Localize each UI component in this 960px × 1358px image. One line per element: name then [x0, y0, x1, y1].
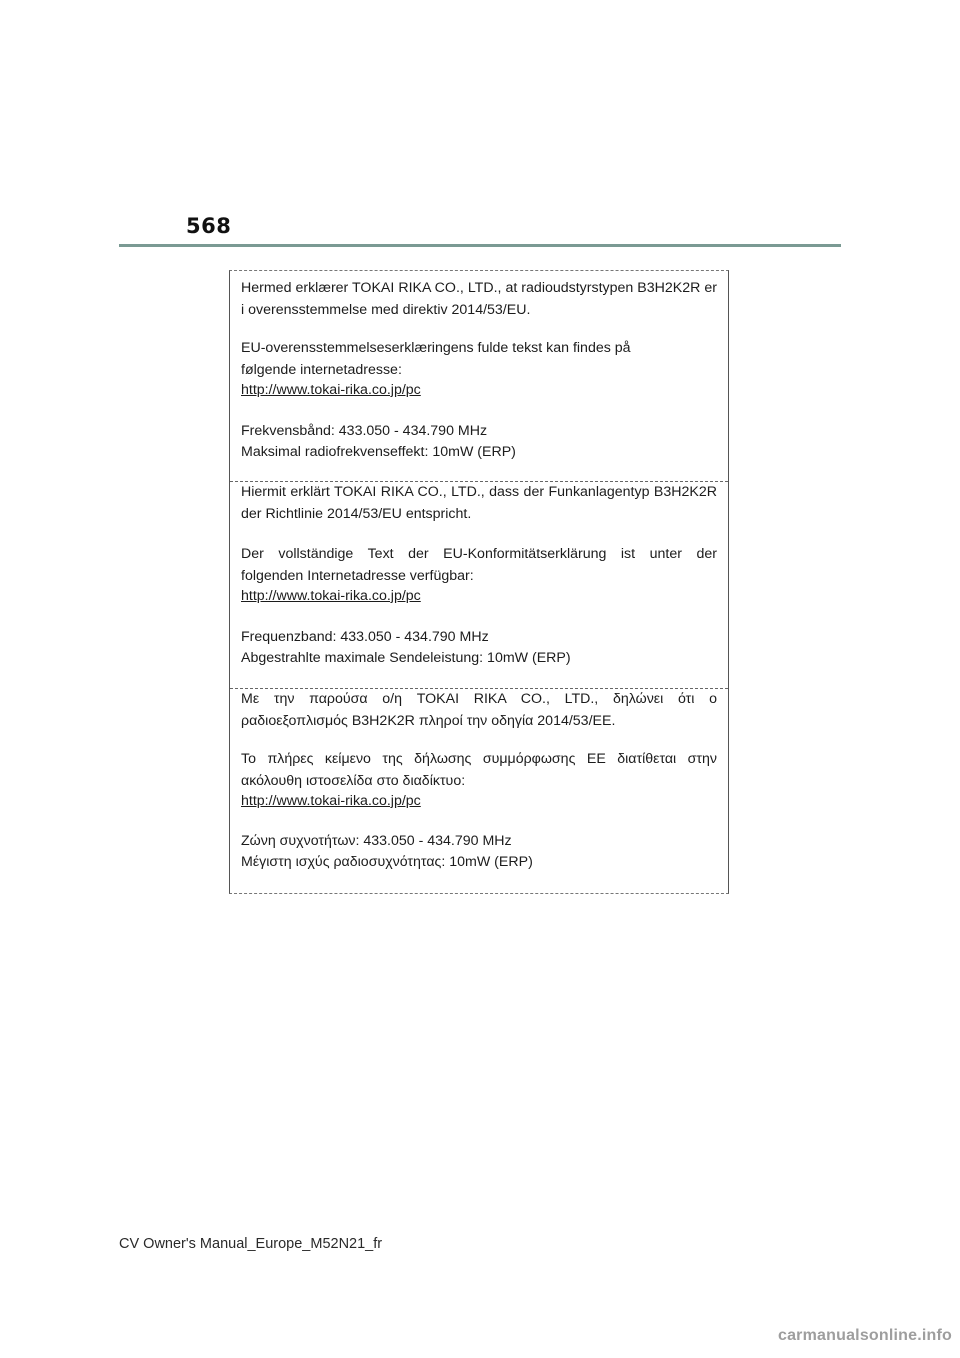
declaration-text: Hermed erklærer TOKAI RIKA CO., LTD., at radioudstyrstypen B3H2K2R er i overensstemmelse med direktiv 2014/53/EU.	[241, 280, 717, 318]
max-power: Maksimal radiofrekvenseffekt: 10mW (ERP)	[241, 444, 516, 460]
declaration-frame	[229, 270, 729, 894]
frequency-band: Frekvensbånd: 433.050 - 434.790 MHz	[241, 423, 488, 439]
footer-document-id: CV Owner's Manual_Europe_M52N21_fr	[119, 1236, 383, 1252]
declaration-text: Με την παρούσα ο/η TOKAI RIKA CO., LTD., δηλώνει ότι ο ραδιοεξοπλισμός B3H2K2R πληροί την οδηγία 2014/53/ΕΕ.	[241, 691, 717, 729]
declaration-url-link[interactable]: http://www.tokai-rika.co.jp/pc	[241, 588, 421, 604]
declaration-section-greek	[230, 688, 728, 893]
declaration-url-link[interactable]: http://www.tokai-rika.co.jp/pc	[241, 382, 421, 398]
declaration-section-danish	[230, 271, 728, 481]
fulltext-line-1: Der vollständige Text der EU-Konformitätserklärung ist unter der	[241, 546, 717, 562]
frequency-band: Frequenzband: 433.050 - 434.790 MHz	[241, 629, 489, 645]
declaration-text: Hiermit erklärt TOKAI RIKA CO., LTD., dass der Funkanlagentyp B3H2K2R der Richtlinie 2014/53/EU entspricht.	[241, 484, 717, 522]
fulltext-line-2: ακόλουθη ιστοσελίδα στο διαδίκτυο:	[241, 773, 466, 789]
page-number: 568	[186, 214, 232, 238]
max-power: Μέγιστη ισχύς ραδιοσυχνότητας: 10mW (ERP)	[241, 854, 533, 870]
declaration-url-link[interactable]: http://www.tokai-rika.co.jp/pc	[241, 793, 421, 809]
fulltext-line-1: Το πλήρες κείμενο της δήλωσης συμμόρφωσης ΕΕ διατίθεται στην	[241, 751, 717, 767]
fulltext-line-2: folgenden Internetadresse verfügbar:	[241, 568, 474, 584]
declaration-section-german	[230, 481, 728, 688]
fulltext-line-1: EU-overensstemmelseserklæringens fulde tekst kan findes på	[241, 340, 631, 356]
fulltext-line-2: følgende internetadresse:	[241, 362, 402, 378]
site-watermark: carmanualsonline.info	[777, 1327, 952, 1344]
frequency-band: Ζώνη συχνοτήτων: 433.050 - 434.790 MHz	[241, 833, 512, 849]
header-rule	[119, 244, 841, 247]
max-power: Abgestrahlte maximale Sendeleistung: 10mW (ERP)	[241, 650, 571, 666]
